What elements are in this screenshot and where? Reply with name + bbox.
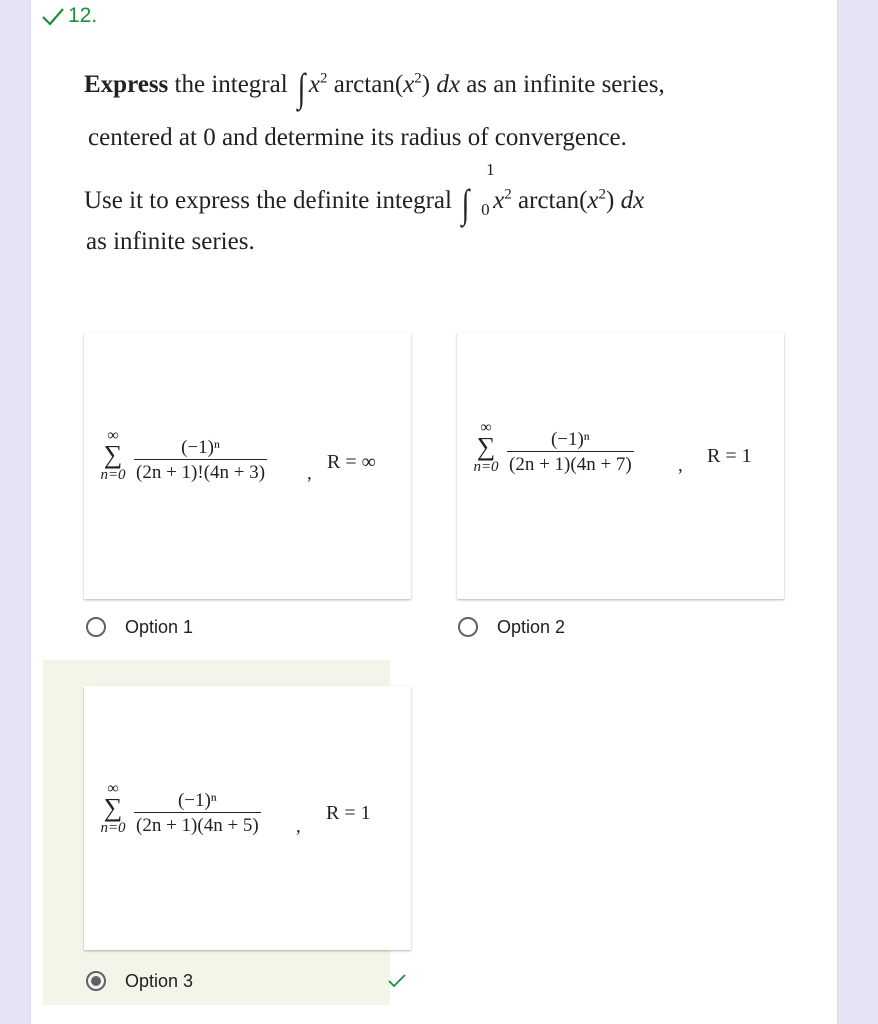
question-header: [40, 4, 97, 28]
question-line-3: Use it to express the definite integral ∫ 1 0 $x^2$ $\arctan(x^2)$ dx: [84, 160, 645, 226]
question-number: 12.: [68, 4, 98, 27]
option-3-correct-check-icon: [387, 973, 407, 989]
option-2-radio[interactable]: [458, 617, 478, 637]
question-line-4: as infinite series.: [86, 228, 255, 255]
question-line-1: Express the integral ∫ $x^2$ $\arctan(x^2)$ dx as an infinite series,: [84, 65, 665, 110]
option-3-image[interactable]: ∞ ∑ n=0 $\frac{\text{(−1)ⁿ}}{(2n + 1)(4n + 5)}$ , R = 1: [84, 686, 411, 950]
integral-sign: ∫: [297, 65, 306, 110]
question-line-2: centered at 0 and determine its radius of convergence.: [88, 124, 627, 151]
option-1-radio[interactable]: [86, 617, 106, 637]
option-3-label[interactable]: Option 3: [125, 971, 194, 991]
definite-integral-sign: ∫: [461, 181, 470, 226]
option-2-image[interactable]: ∞ ∑ n=0 $\frac{\text{(−1)ⁿ}}{(2n + 1)(4n + 7)}$ , R = 1: [457, 333, 784, 599]
option-1-label[interactable]: Option 1: [125, 617, 194, 637]
option-1-image[interactable]: ∞ ∑ n=0 $\frac{\text{(−1)ⁿ}}{(2n + 1)!(4n + 3)}$ , R = ∞: [84, 333, 411, 599]
option-3-radio[interactable]: [86, 971, 106, 991]
correct-check-icon: [40, 4, 66, 28]
option-2-label[interactable]: Option 2: [497, 617, 566, 637]
